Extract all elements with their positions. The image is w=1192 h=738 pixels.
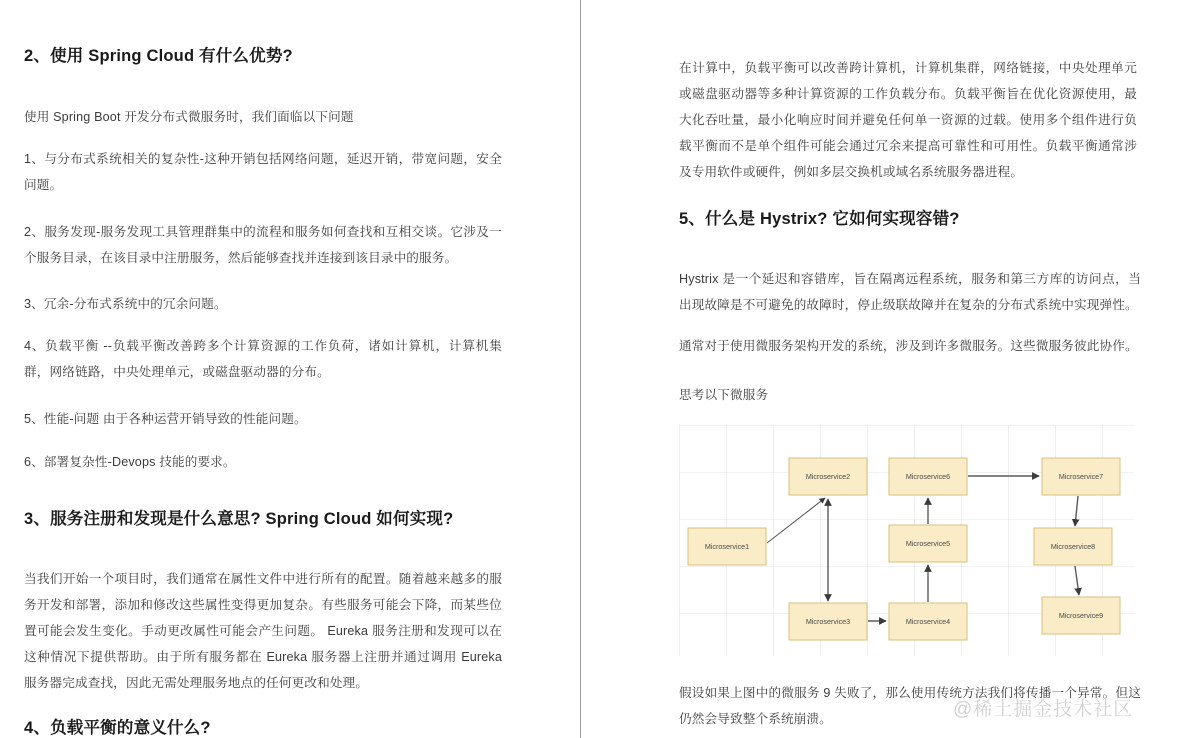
watermark-text: @稀土掘金技术社区 [953,699,1134,720]
list-item-3-redundancy: 3、冗余-分布式系统中的冗余问题。 [24,297,227,311]
node-microservice6[interactable] [889,458,967,495]
node-label: Microservice5 [905,538,951,548]
node-label: Microservice8 [1050,541,1096,551]
paragraph-consider-following: 思考以下微服务 [679,388,769,402]
heading-load-balancing-meaning: 4、负载平衡的意义什么? [24,719,211,737]
node-label: Microservice1 [704,541,750,551]
diagram-nodes [688,458,1120,640]
heading-service-registration-discovery: 3、服务注册和发现是什么意思? Spring Cloud 如何实现? [24,510,454,528]
node-microservice4[interactable] [889,603,967,640]
column-divider [580,0,581,738]
node-label: Microservice9 [1058,610,1104,620]
node-label: Microservice3 [805,616,851,626]
node-microservice2[interactable] [789,458,867,495]
paragraph-intro: 使用 Spring Boot 开发分布式微服务时，我们面临以下问题 [24,110,354,124]
node-label: Microservice7 [1058,471,1104,481]
node-microservice8[interactable] [1034,528,1112,565]
heading-spring-cloud-advantages: 2、使用 Spring Cloud 有什么优势? [24,47,293,65]
edge-ms8-ms9 [1075,566,1079,595]
list-item-5-performance: 5、性能-问题 由于各种运营开销导致的性能问题。 [24,412,307,426]
node-microservice1[interactable] [688,528,766,565]
heading-hystrix: 5、什么是 Hystrix? 它如何实现容错? [679,210,960,228]
edge-ms7-ms8 [1075,496,1078,526]
node-microservice5[interactable] [889,525,967,562]
list-item-2-service-discovery: 2、服务发现-服务发现工具管理群集中的流程和服务如何查找和互相交谈。它涉及一个服务目录，在该目录中注册服务，然后能够查找并连接到该目录中的服务。 [24,225,502,265]
node-microservice7[interactable] [1042,458,1120,495]
paragraph-hystrix-definition: Hystrix 是一个延迟和容错库，旨在隔离远程系统，服务和第三方库的访问点，当出现故障是不可避免的故障时，停止级联故障并在复杂的分布式系统中实现弹性。 [679,272,1141,312]
paragraph-load-balancing-detail: 在计算中，负载平衡可以改善跨计算机，计算机集群，网络链接，中央处理单元或磁盘驱动器等多种计算资源的工作负载分布。负载平衡旨在优化资源使用，最大化吞吐量，最小化响应时间并避免任何单一资源的过载。使用多个组件进行负载平衡而不是单个组件可能会通过冗余来提高可靠性和可用性。负载平衡通常涉及专用软件或硬件，例如多层交换机或域名系统服务器进程。 [679,61,1137,179]
node-microservice9[interactable] [1042,597,1120,634]
edge-ms1-ms2 [767,498,825,543]
node-label: Microservice2 [805,471,851,481]
diagram-canvas [679,425,1134,656]
list-item-4-load-balancing: 4、负载平衡 --负载平衡改善跨多个计算资源的工作负荷，诸如计算机，计算机集群，网络链路，中央处理单元，或磁盘驱动器的分布。 [24,339,502,379]
left-page-column [0,0,580,738]
paragraph-microservice-collaboration: 通常对于使用微服务架构开发的系统，涉及到许多微服务。这些微服务彼此协作。 [679,339,1138,353]
paragraph-microservice9-failure: 假设如果上图中的微服务 9 失败了，那么使用传统方法我们将传播一个异常。但这仍然会导致整个系统崩溃。 [679,686,1141,726]
list-item-1-complexity: 1、与分布式系统相关的复杂性-这种开销包括网络问题，延迟开销，带宽问题，安全问题。 [24,152,502,192]
list-item-6-deployment: 6、部署复杂性-Devops 技能的要求。 [24,455,236,469]
node-label: Microservice4 [905,616,951,626]
node-microservice3[interactable] [789,603,867,640]
microservices-flow-diagram [679,425,1134,656]
node-label: Microservice6 [905,471,951,481]
paragraph-eureka-registration: 当我们开始一个项目时，我们通常在属性文件中进行所有的配置。随着越来越多的服务开发和部署，添加和修改这些属性变得更加复杂。有些服务可能会下降，而某些位置可能会发生变化。手动更改属性可能会产生问题。 Eureka 服务注册和发现可以在这种情况下提供帮助。由于所有服务都在 Eureka 服务器上注册并通过调用 Eureka 服务器完成查找，因此无需处理服务地点的任何更改和处理。 [24,572,502,690]
